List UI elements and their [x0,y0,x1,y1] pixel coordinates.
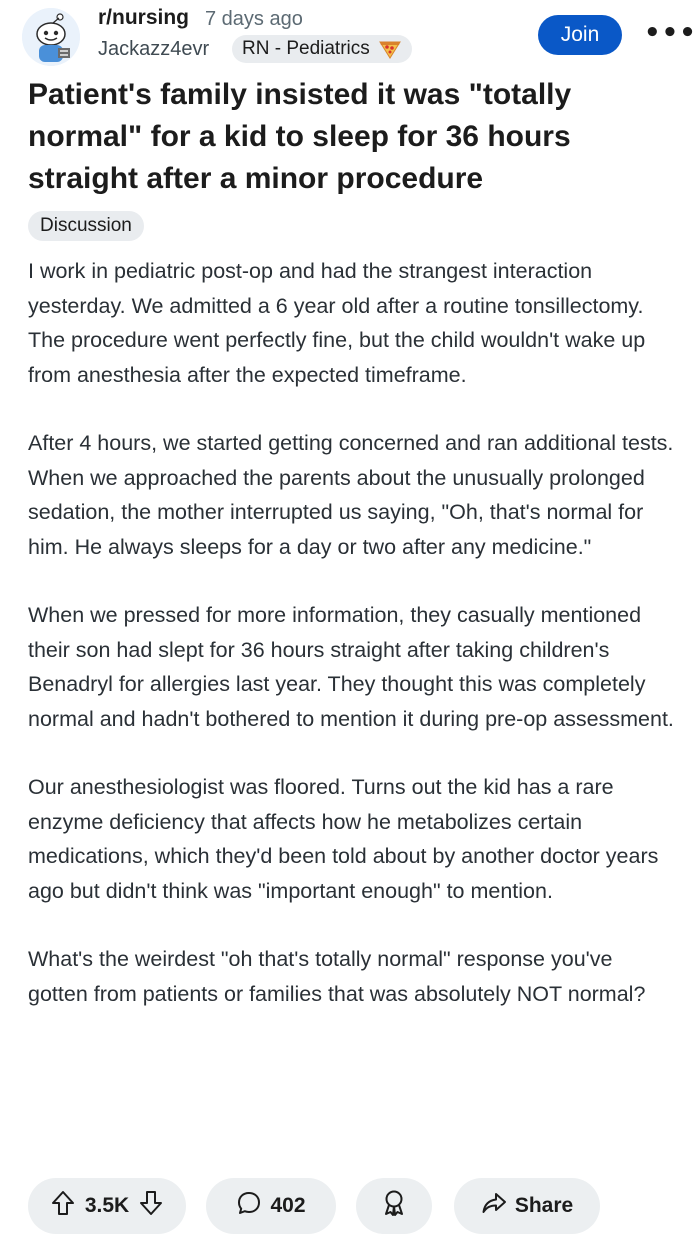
pizza-icon [378,39,402,59]
snoo-avatar-icon[interactable] [22,8,80,66]
join-button[interactable]: Join [538,15,622,55]
share-label: Share [514,1194,574,1217]
post-title: Patient's family insisted it was "totally normal" for a kid to sleep for 36 hours straight after a minor procedure [28,78,572,195]
more-dots-icon[interactable]: ••• [638,18,674,48]
body-paragraph: I work in pediatric post-op and had the strangest interaction yesterday. We admitted a 6 year old after a routine tonsillectomy. The procedure went perfectly fine, but the child wouldn't wake up from anesthesia after the expected timeframe. [28,259,646,387]
downvote-arrow-icon[interactable] [139,1190,163,1222]
share-button[interactable] [454,1178,600,1234]
share-arrow-icon [481,1191,507,1221]
body-paragraph: When we pressed for more information, they casually mentioned their son had slept for 36 hours straight after taking children's Benadryl for allergies last year. They thought this was completely normal and hadn't bothered to mention it during pre-op assessment. [28,603,674,731]
comment-bubble-icon [236,1190,262,1222]
comments-button[interactable] [206,1178,336,1234]
body-paragraph: Our anesthesiologist was floored. Turns out the kid has a rare enzyme deficiency that affects how he metabolizes certain medications, which they'd been told about by another doctor years ago but didn't think was "important enough" to mention. [28,775,659,903]
comment-count: 402 [270,1194,306,1217]
body-paragraph: What's the weirdest "oh that's totally normal" response you've gotten from patients or families that was absolutely NOT normal? [28,947,646,1006]
upvote-arrow-icon[interactable] [51,1190,75,1222]
subreddit-name[interactable]: r/nursing [98,6,190,29]
award-button[interactable] [356,1178,432,1234]
post-header [0,0,700,70]
author-username[interactable]: Jackazz4evr [98,38,210,60]
vote-control [28,1178,186,1234]
post-age: 7 days ago [205,8,303,30]
post-body [28,254,678,1045]
award-ribbon-icon [381,1189,407,1223]
body-paragraph: After 4 hours, we started getting concerned and ran additional tests. When we approached the parents about the unusually prolonged sedation, the mother interrupted us saying, "Oh, that's normal for him. He always sleeps for a day or two after any medicine." [28,431,674,559]
post-tag[interactable]: Discussion [28,211,144,241]
user-flair-label: RN - Pediatrics [242,38,370,59]
post-action-bar [0,1178,700,1236]
vote-score: 3.5K [84,1194,130,1217]
user-flair [232,35,412,63]
